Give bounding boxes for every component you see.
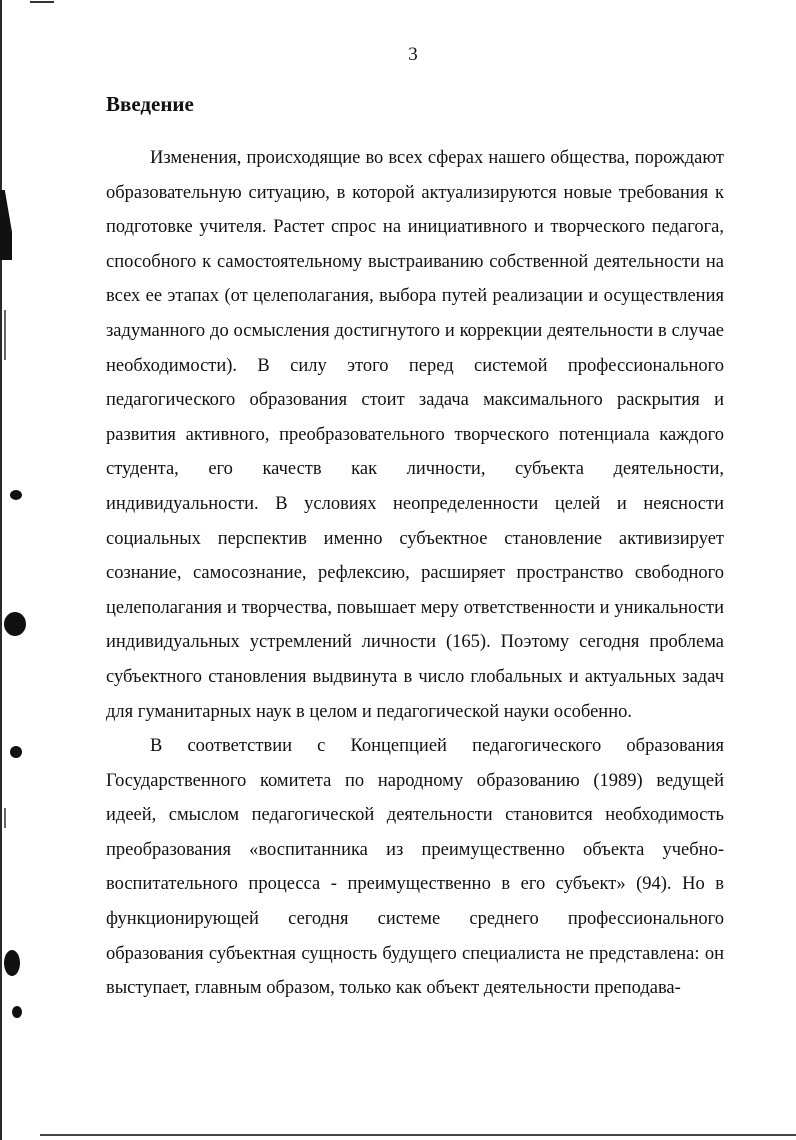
body-text xyxy=(106,141,724,1006)
scan-blot xyxy=(12,1006,22,1018)
paragraph: В соответствии с Концепцией педагогического образования Государственного комитета по народному образованию (1989) ведущей идеей, смыслом педагогической деятельности становится необходимость преобразования «воспитанника из преимущественно объекта учебно-воспитательного процесса - преимущественно в его субъект» (94). Но в функционирующей сегодня системе среднего профессионального образования субъектная сущность будущего специалиста не представлена: он выступает, главным образом, только как объект деятельности преподава- xyxy=(106,736,724,999)
scan-top-mark xyxy=(30,1,54,3)
scan-blot xyxy=(10,490,22,500)
section-heading: Введение xyxy=(106,92,194,116)
scan-blot xyxy=(10,746,22,758)
paragraph: Изменения, происходящие во всех сферах нашего общества, порождают образовательную ситуацию, в которой актуализируются новые требования к подготовке учителя. Растет спрос на инициативного и творческого педагога, способного к самостоятельному выстраиванию собственной деятельности на всех ее этапах (от целеполагания, выбора путей реализации и осуществления задуманного до осмысления достигнутого и коррекции деятельности в случае необходимости). В силу этого перед системой профессионального педагогического образования стоит задача максимального раскрытия и развития активного, преобразовательного творческого потенциала каждого студента, его качеств как личности, субъекта деятельности, индивидуальности. В условиях неопределенности целей и неясности социальных перспектив именно субъектное становление активизирует сознание, самосознание, рефлексию, расширяет пространство свободного целеполагания и творчества, повышает меру ответственности и уникальности индивидуальных устремлений личности (165). Поэтому сегодня проблема субъектного становления выдвинута в число глобальных и актуальных задач для гуманитарных наук в целом и педагогической науки особенно. xyxy=(106,148,724,722)
scan-margin-tick xyxy=(4,310,6,360)
scan-blot xyxy=(4,950,20,976)
scan-margin-tick xyxy=(4,808,6,828)
page-number: 3 xyxy=(408,44,418,65)
scan-blot xyxy=(4,612,26,636)
scan-edge-line xyxy=(0,0,2,1140)
binder-hole-mark xyxy=(0,190,12,260)
scan-bottom-rule xyxy=(40,1134,796,1136)
